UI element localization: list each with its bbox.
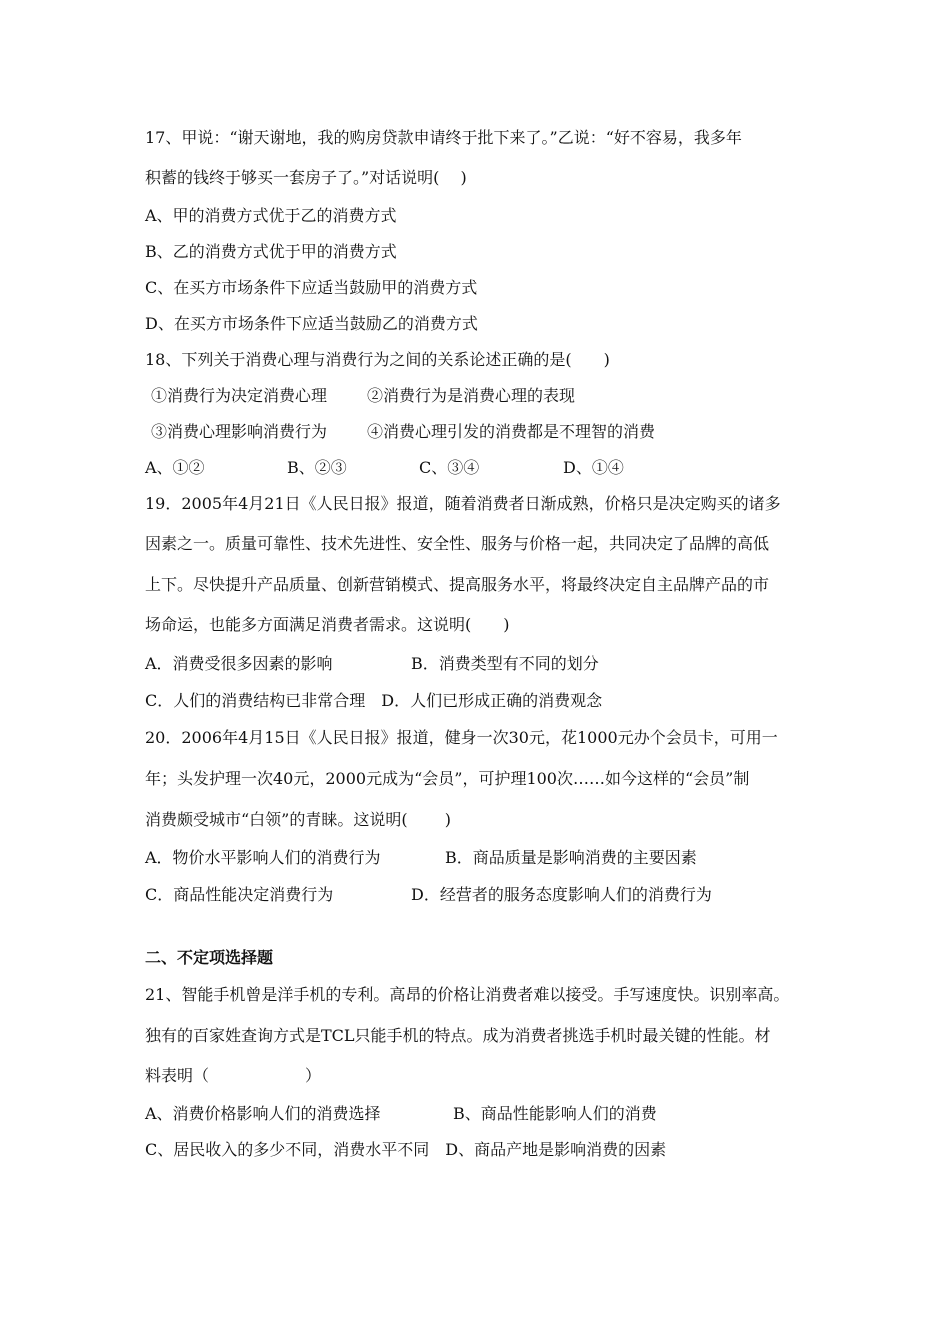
q18-option-d: D、①④ <box>563 458 624 477</box>
q17-stem-line2: 积蓄的钱终于够买一套房子了。”对话说明( ) <box>145 168 467 187</box>
q19-option-a: A．消费受很多因素的影响 <box>145 654 333 673</box>
q19-option-b: B．消费类型有不同的划分 <box>411 654 599 673</box>
q19-options-row2: C．人们的消费结构已非常合理 D．人们已形成正确的消费观念 <box>145 691 603 710</box>
q20-option-d: D．经营者的服务态度影响人们的消费行为 <box>411 885 712 904</box>
q20-stem-line3: 消费颇受城市“白领”的青睐。这说明( ) <box>145 810 451 829</box>
q21-option-a: A、消费价格影响人们的消费选择 <box>145 1104 381 1123</box>
q17-option-b: B、乙的消费方式优于甲的消费方式 <box>145 242 397 261</box>
q18-stem: 18、下列关于消费心理与消费行为之间的关系论述正确的是( ) <box>145 350 610 369</box>
q18-option-a: A、①② <box>145 458 205 477</box>
q21-stem-line3: 料表明（ ） <box>145 1066 322 1085</box>
q19-stem-line4: 场命运，也能多方面满足消费者需求。这说明( ) <box>145 615 510 634</box>
q20-stem-line2: 年；头发护理一次40元，2000元成为“会员”，可护理100次……如今这样的“会员”制 <box>145 769 750 788</box>
q20-option-b: B．商品质量是影响消费的主要因素 <box>445 848 697 867</box>
q17-option-c: C、在买方市场条件下应适当鼓励甲的消费方式 <box>145 278 478 297</box>
q17-option-d: D、在买方市场条件下应适当鼓励乙的消费方式 <box>145 314 478 333</box>
q17-option-a: A、甲的消费方式优于乙的消费方式 <box>145 206 397 225</box>
q21-option-b: B、商品性能影响人们的消费 <box>453 1104 657 1123</box>
q20-option-c: C．商品性能决定消费行为 <box>145 885 334 904</box>
q20-option-a: A．物价水平影响人们的消费行为 <box>145 848 381 867</box>
q18-option-c: C、③④ <box>419 458 480 477</box>
q18-statement-1: ①消费行为决定消费心理 <box>151 386 328 405</box>
q18-statement-4: ④消费心理引发的消费都是不理智的消费 <box>367 422 656 441</box>
section-heading: 二、不定项选择题 <box>145 948 274 967</box>
q19-stem-line2: 因素之一。质量可靠性、技术先进性、安全性、服务与价格一起，共同决定了品牌的高低 <box>145 534 770 553</box>
q18-option-b: B、②③ <box>287 458 347 477</box>
q21-stem-line2: 独有的百家姓查询方式是TCL只能手机的特点。成为消费者挑选手机时最关键的性能。材 <box>145 1026 771 1045</box>
q18-statement-3: ③消费心理影响消费行为 <box>151 422 328 441</box>
q19-stem-line1: 19．2005年4月21日《人民日报》报道，随着消费者日渐成熟，价格只是决定购买的诸多 <box>145 494 781 513</box>
q19-stem-line3: 上下。尽快提升产品质量、创新营销模式、提高服务水平，将最终决定自主品牌产品的市 <box>145 575 770 594</box>
q21-stem-line1: 21、智能手机曾是洋手机的专利。高昂的价格让消费者难以接受。手写速度快。识别率高。 <box>145 985 790 1004</box>
q18-statement-2: ②消费行为是消费心理的表现 <box>367 386 576 405</box>
q17-stem-line1: 17、甲说：“谢天谢地，我的购房贷款申请终于批下来了。”乙说：“好不容易，我多年 <box>145 128 742 147</box>
q20-stem-line1: 20．2006年4月15日《人民日报》报道，健身一次30元，花1000元办个会员卡，可用一 <box>145 728 778 747</box>
q21-options-row2: C、居民收入的多少不同，消费水平不同 D、商品产地是影响消费的因素 <box>145 1140 667 1159</box>
